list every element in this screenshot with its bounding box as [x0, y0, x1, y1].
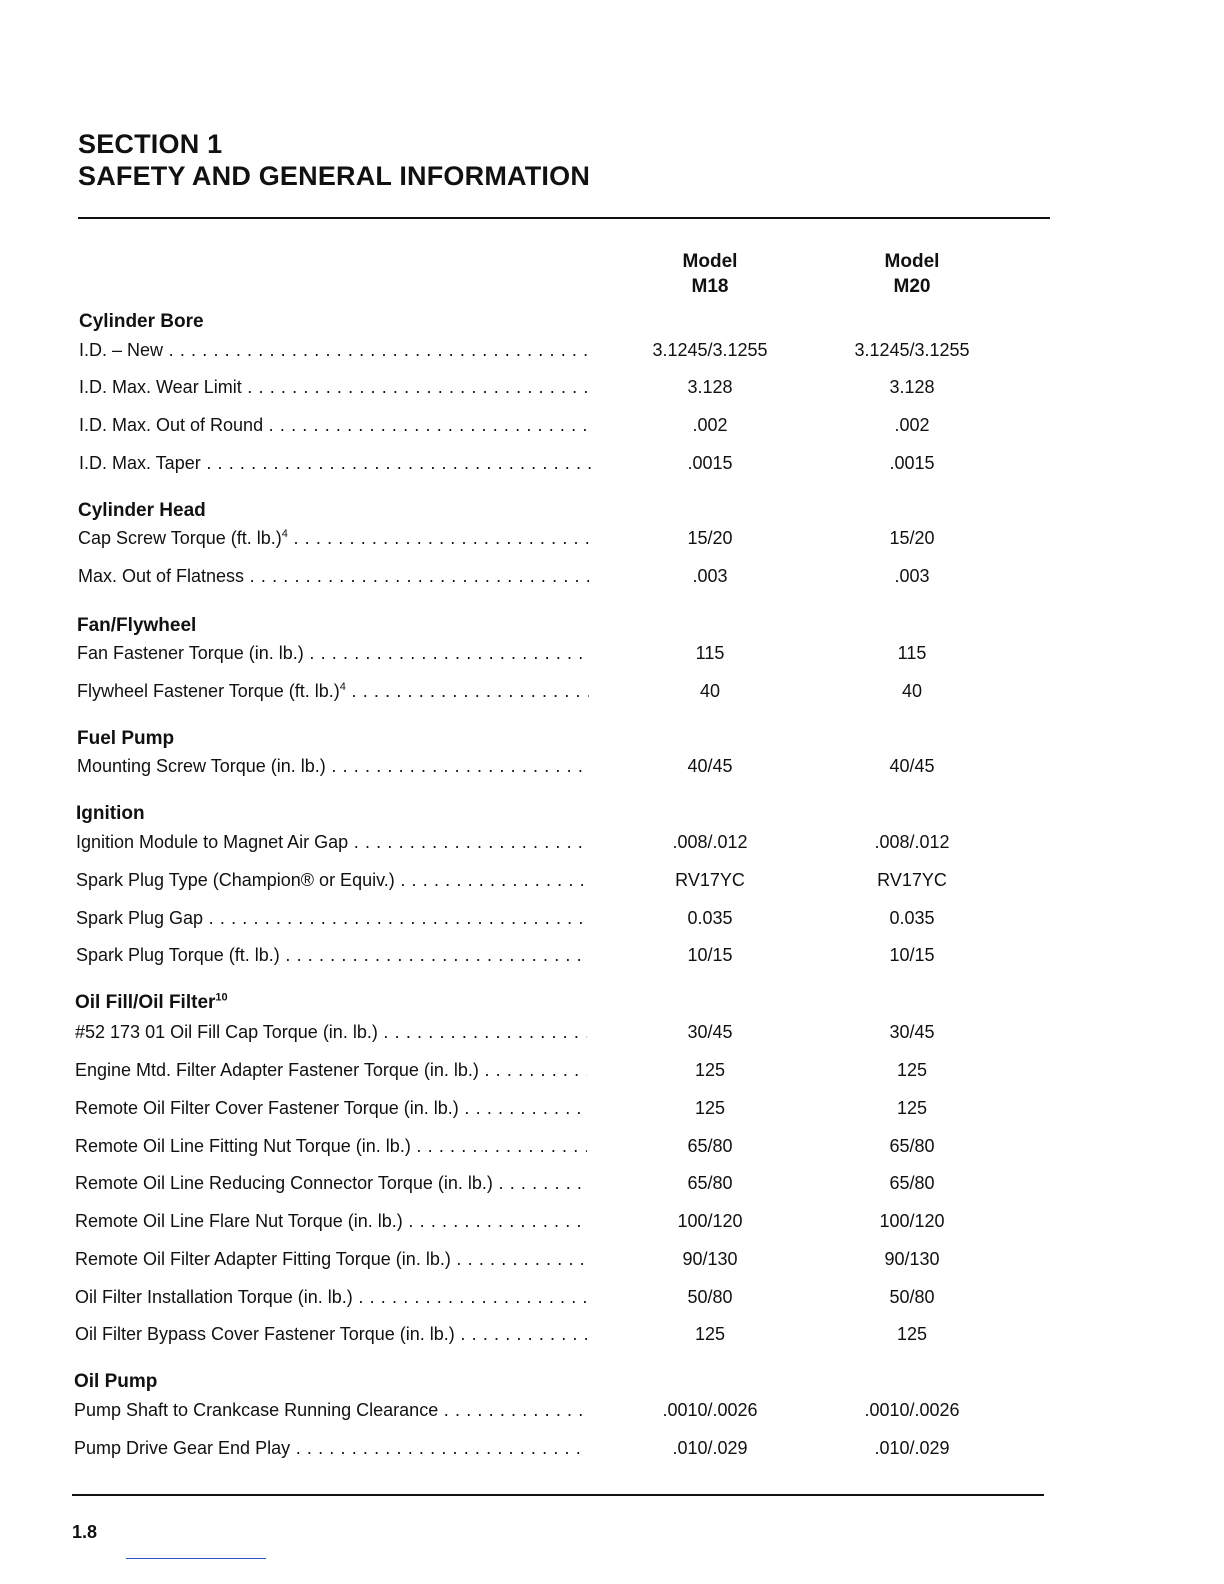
column-header-m18 [630, 249, 790, 299]
spec-label-text: Spark Plug Gap [76, 908, 204, 928]
spec-value-m20: 90/130 [884, 1249, 940, 1269]
spec-value-m20: .0010/.0026 [864, 1400, 960, 1420]
spec-value-m18: 15/20 [687, 528, 733, 548]
top-rule [78, 217, 1050, 219]
section-heading-text: Fuel Pump [77, 728, 175, 749]
spec-value-m20: 125 [896, 1098, 928, 1118]
spec-value-m18: 50/80 [687, 1287, 733, 1307]
spec-row [0, 867, 1000, 893]
spec-label [75, 1208, 587, 1234]
spec-label [79, 412, 591, 438]
spec-label [79, 337, 591, 363]
bottom-rule [72, 1494, 1044, 1496]
spec-label [78, 563, 590, 589]
spec-value-m20: .0015 [889, 453, 935, 473]
section-heading [76, 802, 145, 826]
spec-label-text: Remote Oil Filter Adapter Fitting Torque (in. lb.) [75, 1249, 451, 1269]
section-title: SAFETY AND GENERAL INFORMATION [78, 161, 591, 191]
spec-row [0, 829, 1000, 855]
spec-label [75, 1057, 587, 1083]
spec-value-m20: RV17YC [877, 870, 947, 890]
spec-row [0, 525, 1000, 551]
spec-label-text: Remote Oil Filter Cover Fastener Torque (in. lb.) [75, 1098, 459, 1118]
spec-value-m20: 40/45 [889, 756, 935, 776]
spec-label-text: Remote Oil Line Fitting Nut Torque (in. lb.) [75, 1136, 411, 1156]
spec-row [0, 563, 1000, 589]
spec-value-m20: 15/20 [889, 528, 935, 548]
spec-value-m18: 40 [699, 681, 721, 701]
spec-label [75, 1133, 587, 1159]
spec-value-m20: 100/120 [879, 1211, 945, 1231]
section-header [78, 128, 590, 192]
spec-value-m18: 100/120 [677, 1211, 743, 1231]
spec-label-text: #52 173 01 Oil Fill Cap Torque (in. lb.) [75, 1022, 378, 1042]
spec-label-text: Spark Plug Type (Champion® or Equiv.) [76, 870, 395, 890]
section-heading [77, 727, 174, 751]
spec-value-m18: 3.1245/3.1255 [652, 340, 768, 360]
spec-value-m20: 3.128 [889, 377, 935, 397]
spec-label [77, 753, 589, 779]
section-heading-text: Oil Fill/Oil Filter [75, 992, 216, 1013]
spec-label [75, 1284, 587, 1310]
spec-label [78, 525, 590, 551]
spec-label [79, 450, 591, 476]
spec-label-text: Cap Screw Torque (ft. lb.) [78, 528, 282, 548]
spec-label [76, 867, 588, 893]
spec-label-text: Engine Mtd. Filter Adapter Fastener Torque (in. lb.) [75, 1060, 479, 1080]
spec-value-m18: 0.035 [687, 908, 733, 928]
spec-row [0, 1170, 1000, 1196]
spec-value-m18: 115 [695, 643, 725, 663]
spec-value-m18: 65/80 [687, 1136, 733, 1156]
footnote-marker: 10 [215, 991, 228, 1004]
spec-value-m20: 65/80 [889, 1136, 935, 1156]
spec-value-m20: 30/45 [889, 1022, 935, 1042]
spec-value-m18: 90/130 [682, 1249, 738, 1269]
spec-label-text: I.D. Max. Out of Round [79, 415, 264, 435]
spec-label-text: Remote Oil Line Reducing Connector Torque (in. lb.) [75, 1173, 493, 1193]
spec-label-text: Oil Filter Installation Torque (in. lb.) [75, 1287, 353, 1307]
column-header-line2: M20 [893, 276, 931, 297]
spec-value-m18: RV17YC [675, 870, 745, 890]
section-heading [74, 1370, 157, 1394]
spec-value-m20: 10/15 [889, 945, 935, 965]
spec-label [75, 1019, 587, 1045]
column-header-line1: Model [884, 251, 940, 272]
spec-label [77, 640, 589, 666]
spec-value-m18: 40/45 [687, 756, 733, 776]
spec-row [0, 1435, 1000, 1461]
spec-value-m20: 125 [896, 1060, 928, 1080]
spec-label-text: Pump Shaft to Crankcase Running Clearance [74, 1400, 439, 1420]
spec-row [0, 450, 1000, 476]
section-heading [78, 499, 206, 523]
spec-row [0, 1246, 1000, 1272]
spec-label [75, 1246, 587, 1272]
spec-value-m18: .008/.012 [672, 832, 748, 852]
spec-value-m18: .0015 [687, 453, 733, 473]
spec-label-text: I.D. Max. Taper [79, 453, 201, 473]
section-heading-text: Oil Pump [74, 1371, 158, 1392]
footnote-marker: 4 [281, 528, 288, 540]
spec-label-text: Fan Fastener Torque (in. lb.) [77, 643, 304, 663]
spec-row [0, 942, 1000, 968]
spec-label [74, 1435, 586, 1461]
footnote-marker: 4 [339, 681, 346, 693]
spec-value-m20: 125 [896, 1324, 928, 1344]
spec-value-m18: 125 [694, 1060, 726, 1080]
spec-label [76, 905, 588, 931]
spec-row [0, 1208, 1000, 1234]
spec-row [0, 1397, 1000, 1423]
spec-row [0, 1019, 1000, 1045]
spec-label [75, 1321, 587, 1347]
section-heading [75, 991, 228, 1015]
spec-label [76, 942, 588, 968]
spec-label-text: Max. Out of Flatness [78, 566, 245, 586]
spec-label [77, 678, 589, 704]
spec-value-m20: 0.035 [889, 908, 935, 928]
spec-value-m20: 40 [901, 681, 923, 701]
spec-label-text: Flywheel Fastener Torque (ft. lb.) [77, 681, 340, 701]
spec-row [0, 1133, 1000, 1159]
spec-label [74, 1397, 586, 1423]
spec-row [0, 1284, 1000, 1310]
spec-value-m20: 115 [897, 643, 927, 663]
spec-label [76, 829, 588, 855]
section-heading-text: Fan/Flywheel [77, 615, 197, 636]
spec-row [0, 374, 1000, 400]
spec-row [0, 412, 1000, 438]
spec-value-m20: .002 [894, 415, 930, 435]
section-heading [77, 614, 196, 638]
spec-label-text: Mounting Screw Torque (in. lb.) [77, 756, 326, 776]
spec-label-text: Oil Filter Bypass Cover Fastener Torque (in. lb.) [75, 1324, 455, 1344]
section-heading-text: Cylinder Bore [79, 311, 204, 332]
spec-row [0, 337, 1000, 363]
spec-row [0, 905, 1000, 931]
spec-value-m18: 30/45 [687, 1022, 733, 1042]
spec-label [75, 1095, 587, 1121]
spec-value-m20: .010/.029 [874, 1438, 950, 1458]
section-number: SECTION 1 [78, 129, 223, 159]
section-heading-text: Cylinder Head [78, 500, 206, 521]
spec-row [0, 1321, 1000, 1347]
page-number: 1.8 [72, 1522, 98, 1542]
spec-label [75, 1170, 587, 1196]
spec-label-text: Pump Drive Gear End Play [74, 1438, 291, 1458]
column-header-line2: M18 [691, 276, 729, 297]
spec-value-m20: .003 [894, 566, 930, 586]
page-stub-line [126, 1558, 266, 1559]
column-header-line1: Model [682, 251, 738, 272]
spec-value-m20: 3.1245/3.1255 [854, 340, 970, 360]
spec-label-text: Remote Oil Line Flare Nut Torque (in. lb.) [75, 1211, 403, 1231]
spec-value-m18: .0010/.0026 [662, 1400, 758, 1420]
spec-row [0, 678, 1000, 704]
spec-value-m18: .003 [692, 566, 728, 586]
spec-value-m18: 125 [694, 1324, 726, 1344]
spec-value-m18: 10/15 [687, 945, 733, 965]
spec-row [0, 1057, 1000, 1083]
spec-value-m18: 3.128 [687, 377, 733, 397]
spec-label-text: Spark Plug Torque (ft. lb.) [76, 945, 280, 965]
spec-value-m18: .010/.029 [672, 1438, 748, 1458]
spec-value-m18: 65/80 [687, 1173, 733, 1193]
spec-value-m18: 125 [694, 1098, 726, 1118]
spec-value-m20: .008/.012 [874, 832, 950, 852]
spec-label-text: Ignition Module to Magnet Air Gap [76, 832, 349, 852]
column-header-m20 [832, 249, 992, 299]
spec-label-text: I.D. Max. Wear Limit [79, 377, 242, 397]
spec-row [0, 753, 1000, 779]
spec-row [0, 1095, 1000, 1121]
spec-label [79, 374, 591, 400]
spec-row [0, 640, 1000, 666]
section-heading [79, 310, 204, 334]
spec-label-text: I.D. – New [79, 340, 164, 360]
spec-value-m18: .002 [692, 415, 728, 435]
spec-value-m20: 65/80 [889, 1173, 935, 1193]
spec-value-m20: 50/80 [889, 1287, 935, 1307]
section-heading-text: Ignition [76, 803, 145, 824]
